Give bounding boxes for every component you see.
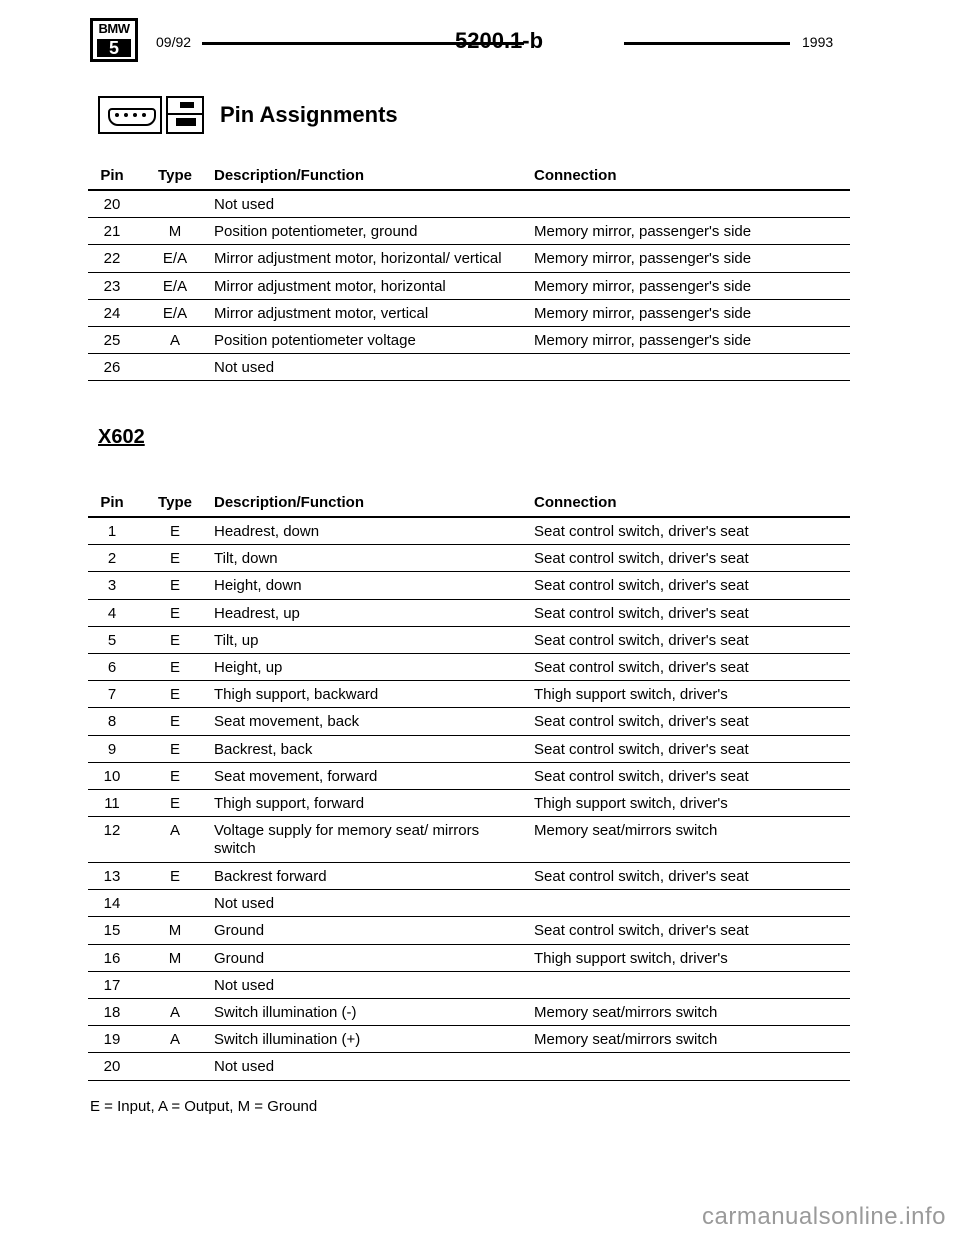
pin-cell: 3: [107, 577, 117, 595]
header-year: 1993: [802, 34, 834, 50]
connection-cell: Memory seat/mirrors switch: [534, 822, 718, 840]
type-cell: E: [169, 604, 180, 622]
table-row: [88, 545, 850, 572]
type-cell: M: [168, 223, 182, 241]
description-cell: Not used: [214, 359, 275, 377]
pin-cell: 22: [103, 250, 121, 268]
connection-cell: Seat control switch, driver's seat: [534, 658, 749, 676]
connection-cell: Seat control switch, driver's seat: [534, 577, 749, 595]
table-header: [88, 163, 850, 189]
connection-cell: Seat control switch, driver's seat: [534, 550, 749, 568]
description-cell: Switch illumination (-): [214, 1004, 357, 1021]
connection-cell: Seat control switch, driver's seat: [534, 631, 749, 649]
table-row: [88, 327, 850, 354]
type-cell: E: [169, 713, 180, 731]
type-cell: E: [169, 794, 180, 812]
connection-cell: Seat control switch, driver's seat: [534, 713, 749, 731]
pin-cell: 6: [107, 658, 117, 676]
description-cell: Not used: [214, 1058, 275, 1076]
description-cell: Mirror adjustment motor, vertical: [214, 304, 429, 322]
logo-series-text: 5: [97, 39, 131, 57]
header-type: Type: [158, 494, 192, 511]
pin-cell: 5: [107, 631, 117, 649]
connection-cell: Memory seat/mirrors switch: [534, 1031, 718, 1049]
connection-cell: Seat control switch, driver's seat: [534, 740, 749, 758]
connector-icon: [98, 96, 162, 134]
connection-cell: Thigh support switch, driver's: [534, 949, 728, 967]
description-cell: Height, down: [214, 577, 302, 595]
type-cell: E: [169, 577, 180, 595]
table-row: [88, 1053, 850, 1080]
header-type: Type: [158, 167, 192, 184]
type-cell: E/A: [162, 250, 188, 268]
pin-cell: 18: [103, 1004, 121, 1021]
pin-table-1: [88, 163, 850, 381]
description-cell: Not used: [214, 895, 275, 913]
description-cell: Switch illumination (+): [214, 1031, 361, 1049]
description-cell: Mirror adjustment motor, horizontal/ vertical: [214, 250, 502, 268]
description-cell: Not used: [214, 196, 275, 213]
table-row: [88, 999, 850, 1026]
description-cell: Headrest, down: [214, 523, 320, 540]
header-connection: Connection: [534, 167, 617, 184]
pin-cell: 16: [103, 949, 121, 967]
description-cell: Headrest, up: [214, 604, 300, 622]
type-cell: E: [169, 550, 180, 568]
table-row: [88, 817, 850, 863]
watermark: carmanualsonline.info: [702, 1203, 946, 1230]
header-date: 09/92: [156, 34, 192, 50]
description-cell: Seat movement, forward: [214, 767, 378, 785]
connection-cell: Memory mirror, passenger's side: [534, 304, 752, 322]
table-row: [88, 218, 850, 245]
table-row: [88, 518, 850, 545]
connection-cell: Memory mirror, passenger's side: [534, 331, 752, 349]
description-cell: Height, up: [214, 658, 283, 676]
connection-cell: Memory mirror, passenger's side: [534, 250, 752, 268]
description-cell: Voltage supply for memory seat/ mirrors switch: [214, 822, 480, 858]
connection-cell: Seat control switch, driver's seat: [534, 523, 749, 540]
page-header: [90, 18, 840, 64]
description-cell: Ground: [214, 949, 265, 967]
pin-cell: 1: [107, 523, 117, 540]
table-row: [88, 1026, 850, 1053]
table-row: [88, 763, 850, 790]
description-cell: Not used: [214, 976, 275, 994]
type-cell: E/A: [162, 277, 188, 295]
description-cell: Backrest, back: [214, 740, 313, 758]
type-cell: E: [169, 686, 180, 704]
table-row: [88, 572, 850, 599]
pin-table-x602: [88, 490, 850, 1081]
type-cell: E: [169, 631, 180, 649]
type-cell: M: [168, 949, 182, 967]
connection-cell: Seat control switch, driver's seat: [534, 922, 749, 940]
table-row: [88, 300, 850, 327]
document-number: 5200.1-b: [455, 28, 544, 53]
type-cell: A: [169, 1004, 180, 1021]
type-cell: A: [169, 1031, 180, 1049]
connector-label: X602: [98, 426, 145, 448]
table-row: [88, 736, 850, 763]
table-row: [88, 245, 850, 272]
logo-brand-text: BMW: [98, 21, 130, 36]
header-rule-right: [624, 42, 790, 45]
type-cell: E: [169, 523, 180, 540]
pin-cell: 24: [103, 304, 121, 322]
pin-cell: 26: [103, 359, 121, 377]
description-cell: Thigh support, backward: [214, 686, 379, 704]
header-pin: Pin: [100, 494, 124, 511]
pin-cell: 15: [103, 922, 121, 940]
type-cell: E/A: [162, 304, 188, 322]
pin-cell: 23: [103, 277, 121, 295]
description-cell: Seat movement, back: [214, 713, 360, 731]
connection-cell: Memory mirror, passenger's side: [534, 223, 752, 241]
pin-cell: 25: [103, 331, 121, 349]
pin-cell: 21: [103, 223, 121, 241]
pin-cell: 8: [107, 713, 117, 731]
table-row: [88, 627, 850, 654]
type-cell: E: [169, 868, 180, 886]
section-title: Pin Assignments: [220, 102, 398, 127]
connection-cell: Memory mirror, passenger's side: [534, 277, 752, 295]
connection-cell: Seat control switch, driver's seat: [534, 868, 749, 886]
connection-cell: Seat control switch, driver's seat: [534, 767, 749, 785]
pin-cell: 4: [107, 604, 117, 622]
type-cell: E: [169, 740, 180, 758]
bmw-5-series-logo: [90, 18, 138, 62]
table-row: [88, 890, 850, 917]
type-cell: A: [169, 331, 180, 349]
description-cell: Position potentiometer, ground: [214, 223, 418, 241]
pin-cell: 13: [103, 868, 121, 886]
pin-cell: 10: [103, 767, 121, 785]
connection-cell: Seat control switch, driver's seat: [534, 604, 749, 622]
pin-cell: 9: [107, 740, 117, 758]
description-cell: Thigh support, forward: [214, 794, 365, 812]
description-cell: Backrest forward: [214, 868, 327, 886]
table-header: [88, 490, 850, 516]
table-row: [88, 273, 850, 300]
type-cell: E: [169, 767, 180, 785]
type-legend: E = Input, A = Output, M = Ground: [90, 1098, 318, 1115]
table-row: [88, 972, 850, 999]
connection-cell: Memory seat/mirrors switch: [534, 1004, 718, 1021]
pin-cell: 19: [103, 1031, 121, 1049]
pin-assignment-icon: [166, 96, 204, 134]
pin-cell: 20: [103, 1058, 121, 1076]
table-row: [88, 681, 850, 708]
pin-cell: 20: [103, 196, 121, 213]
pin-cell: 17: [103, 976, 121, 994]
table-row: [88, 600, 850, 627]
type-cell: M: [168, 922, 182, 940]
description-cell: Tilt, down: [214, 550, 278, 568]
table-row: [88, 945, 850, 972]
table-row: [88, 863, 850, 890]
pin-cell: 14: [103, 895, 121, 913]
table-row: [88, 708, 850, 735]
pin-cell: 2: [107, 550, 117, 568]
description-cell: Mirror adjustment motor, horizontal: [214, 277, 446, 295]
pin-cell: 7: [107, 686, 117, 704]
header-pin: Pin: [100, 167, 124, 184]
table-row: [88, 790, 850, 817]
table-row: [88, 191, 850, 218]
description-cell: Ground: [214, 922, 265, 940]
type-cell: E: [169, 658, 180, 676]
description-cell: Tilt, up: [214, 631, 259, 649]
connection-cell: Thigh support switch, driver's: [534, 794, 728, 812]
table-row: [88, 354, 850, 381]
pin-cell: 11: [104, 794, 120, 812]
pin-cell: 12: [103, 822, 121, 840]
table-row: [88, 654, 850, 681]
header-description: Description/Function: [214, 494, 364, 511]
connection-cell: Thigh support switch, driver's: [534, 686, 728, 704]
type-cell: A: [169, 822, 180, 840]
table-row: [88, 917, 850, 944]
header-connection: Connection: [534, 494, 617, 511]
header-description: Description/Function: [214, 167, 364, 184]
description-cell: Position potentiometer voltage: [214, 331, 416, 349]
